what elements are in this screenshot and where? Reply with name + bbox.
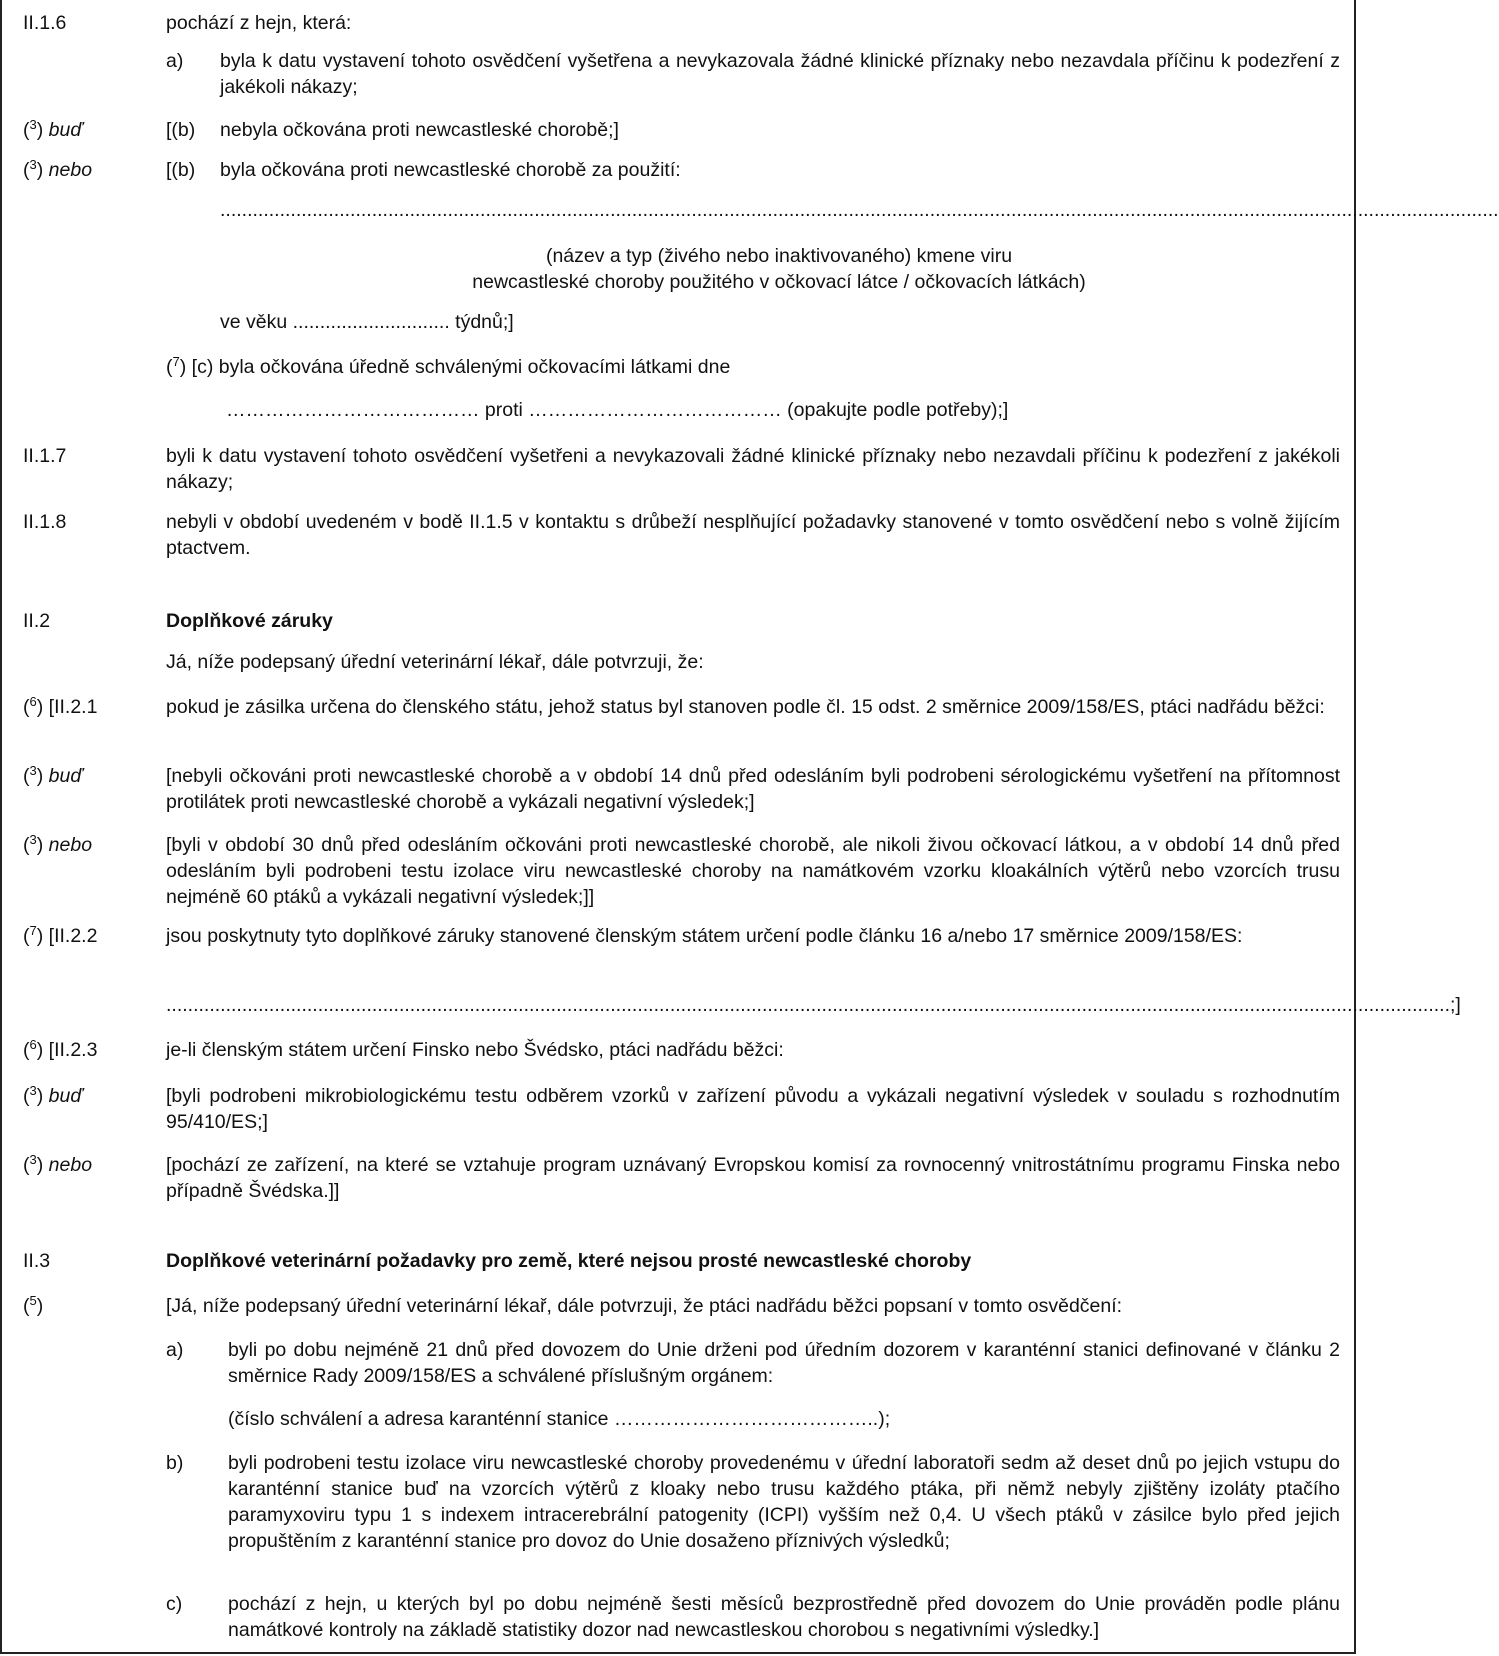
item-text: nebyla očkována proti newcastleské chorobě;] — [220, 119, 619, 141]
section-intro: pochází z hejn, která: — [166, 12, 352, 34]
item-text: byli po dobu nejméně 21 dnů před dovozem do Unie drženi pod úředním dozorem v karanténní stanici definované v článku 2 směrnice Rady 2009/158/ES a schválené příslušným orgánem: — [228, 1339, 1340, 1387]
item-text: byla k datu vystavení tohoto osvědčení vyšetřena a nevykazovala žádné klinické příznaky nebo nezavdala příčinu k podezření z jakékoli nákazy; — [220, 50, 1340, 98]
item-text: [pochází ze zařízení, na které se vztahuje program uznávaný Evropskou komisí za rovnocenný vnitrostátnímu programu Finska nebo případně Švédska.]] — [166, 1154, 1340, 1202]
option-marker: ($^3$) nebo — [23, 157, 93, 181]
item-label: b) — [166, 1452, 184, 1474]
option-marker: ($^3$) nebo — [23, 832, 93, 856]
item-label: c) — [166, 1593, 183, 1615]
item-text: byli podrobeni testu izolace viru newcastleské choroby provedenému v úřední laboratoři sedm až deset dnů po jejich vstupu do karanténní stanice buď na vzorcích výtěrů z kloaky nebo trusu každého ptáka, při němž nebyly zjištěny izoláty ptačího paramyxoviru typu 1 s indexem intracerebrální patogenity (ICPI) vyšším než 0,4. U všech ptáků v zásilce bylo před jejich propuštěním z karanténní stanice pro dovoz do Unie dosaženo příznivých výsledků; — [228, 1452, 1340, 1552]
item-text: byla očkována proti newcastleské chorobě za použití: — [220, 159, 681, 181]
caption-line: newcastleské choroby použitého v očkovací látce / očkovacích látkách) — [472, 271, 1086, 293]
item-label: a) — [166, 1339, 184, 1361]
section-text: byli k datu vystavení tohoto osvědčení vyšetřeni a nevykazovali žádné klinické příznaky nebo nezavdali příčinu k podezření z jakékoli nákazy; — [166, 445, 1340, 493]
section-heading: Doplňkové záruky — [166, 610, 333, 632]
item-text: jsou poskytnuty tyto doplňkové záruky stanovené členským státem určení podle článku 16 a/nebo 17 směrnice 2009/158/ES: — [166, 925, 1243, 947]
section-number: II.1.6 — [23, 12, 67, 34]
section-number: II.3 — [23, 1250, 51, 1272]
section-number: II.1.7 — [23, 445, 67, 467]
option-marker: ($^6$) [II.2.1 — [23, 694, 98, 718]
section-number: II.1.8 — [23, 511, 67, 533]
option-marker: ($^3$) buď — [23, 117, 83, 141]
caption-line: (název a typ (živého nebo inaktivovaného) kmene viru — [545, 245, 1013, 267]
fill-in-line: .............................................................................................................................................................................................................................................;] — [166, 994, 1461, 1016]
section-number: II.2 — [23, 610, 51, 632]
item-text: je-li členským státem určení Finsko nebo Švédsko, ptáci nadřádu běžci: — [166, 1039, 784, 1061]
item-label: [(b) — [166, 119, 196, 141]
option-marker: ($^3$) buď — [23, 1083, 83, 1107]
section-heading: Doplňkové veterinární požadavky pro země, které nejsou prosté newcastleské choroby — [166, 1250, 972, 1272]
age-line: ve věku ............................. týdnů;] — [220, 311, 514, 333]
fill-in-line: (číslo schválení a adresa karanténní stanice …………………………………..); — [228, 1408, 891, 1430]
item-text: pokud je zásilka určena do členského státu, jehož status byl stanoven podle čl. 15 odst. 2 směrnice 2009/158/ES, ptáci nadřádu běžci: — [166, 696, 1325, 718]
item-label: [(b) — [166, 159, 196, 181]
item-text: [byli v období 30 dnů před odesláním očkováni proti newcastleské chorobě, ale nikoli živou očkovací látkou, a v období 14 dnů před odesláním byli podrobeni testu izolace viru newcastleské choroby na namátkovém vzorku kloakálních výtěrů nebo vzorcích trusu nejméně 60 ptáků a vykázali negativní výsledek;]] — [166, 834, 1340, 908]
item-text: ($^7$) [c) byla očkována úředně schválenými očkovacími látkami dne — [166, 354, 731, 378]
fill-in-line: ............................................................................................................................................................................................................................................ — [220, 199, 1499, 221]
option-marker: ($^7$) [II.2.2 — [23, 923, 98, 947]
section-text: nebyli v období uvedeném v bodě II.1.5 v kontaktu s drůbeží nesplňující požadavky stanovené v tomto osvědčení nebo s volně žijícím ptactvem. — [166, 511, 1340, 559]
option-marker: ($^3$) nebo — [23, 1152, 93, 1176]
section-intro: [Já, níže podepsaný úřední veterinární lékař, dále potvrzuji, že ptáci nadřádu běžci popsaní v tomto osvědčení: — [166, 1295, 1123, 1317]
footnote-marker: ($^5$) — [23, 1293, 44, 1317]
fill-in-line: ………………………………… proti ………………………………… (opakujte podle potřeby);] — [226, 399, 1009, 421]
option-marker: ($^3$) buď — [23, 763, 83, 787]
item-text: [nebyli očkováni proti newcastleské chorobě a v období 14 dnů před odesláním byli podrobeni sérologickému vyšetření na přítomnost protilátek proti newcastleské chorobě a vykázali negativní výsledek;] — [166, 765, 1340, 813]
item-text: [byli podrobeni mikrobiologickému testu odběrem vzorků v zařízení původu a vykázali negativní výsledek v souladu s rozhodnutím 95/410/ES;] — [166, 1085, 1340, 1133]
option-marker: ($^6$) [II.2.3 — [23, 1037, 98, 1061]
item-text: pochází z hejn, u kterých byl po dobu nejméně šesti měsíců bezprostředně před dovozem do Unie prováděn podle plánu namátkové kontroly na základě statistiky dozor nad newcastleskou chorobou s negativními výsledky.] — [228, 1593, 1340, 1641]
item-label: a) — [166, 50, 184, 72]
section-intro: Já, níže podepsaný úřední veterinární lékař, dále potvrzuji, že: — [166, 651, 704, 673]
